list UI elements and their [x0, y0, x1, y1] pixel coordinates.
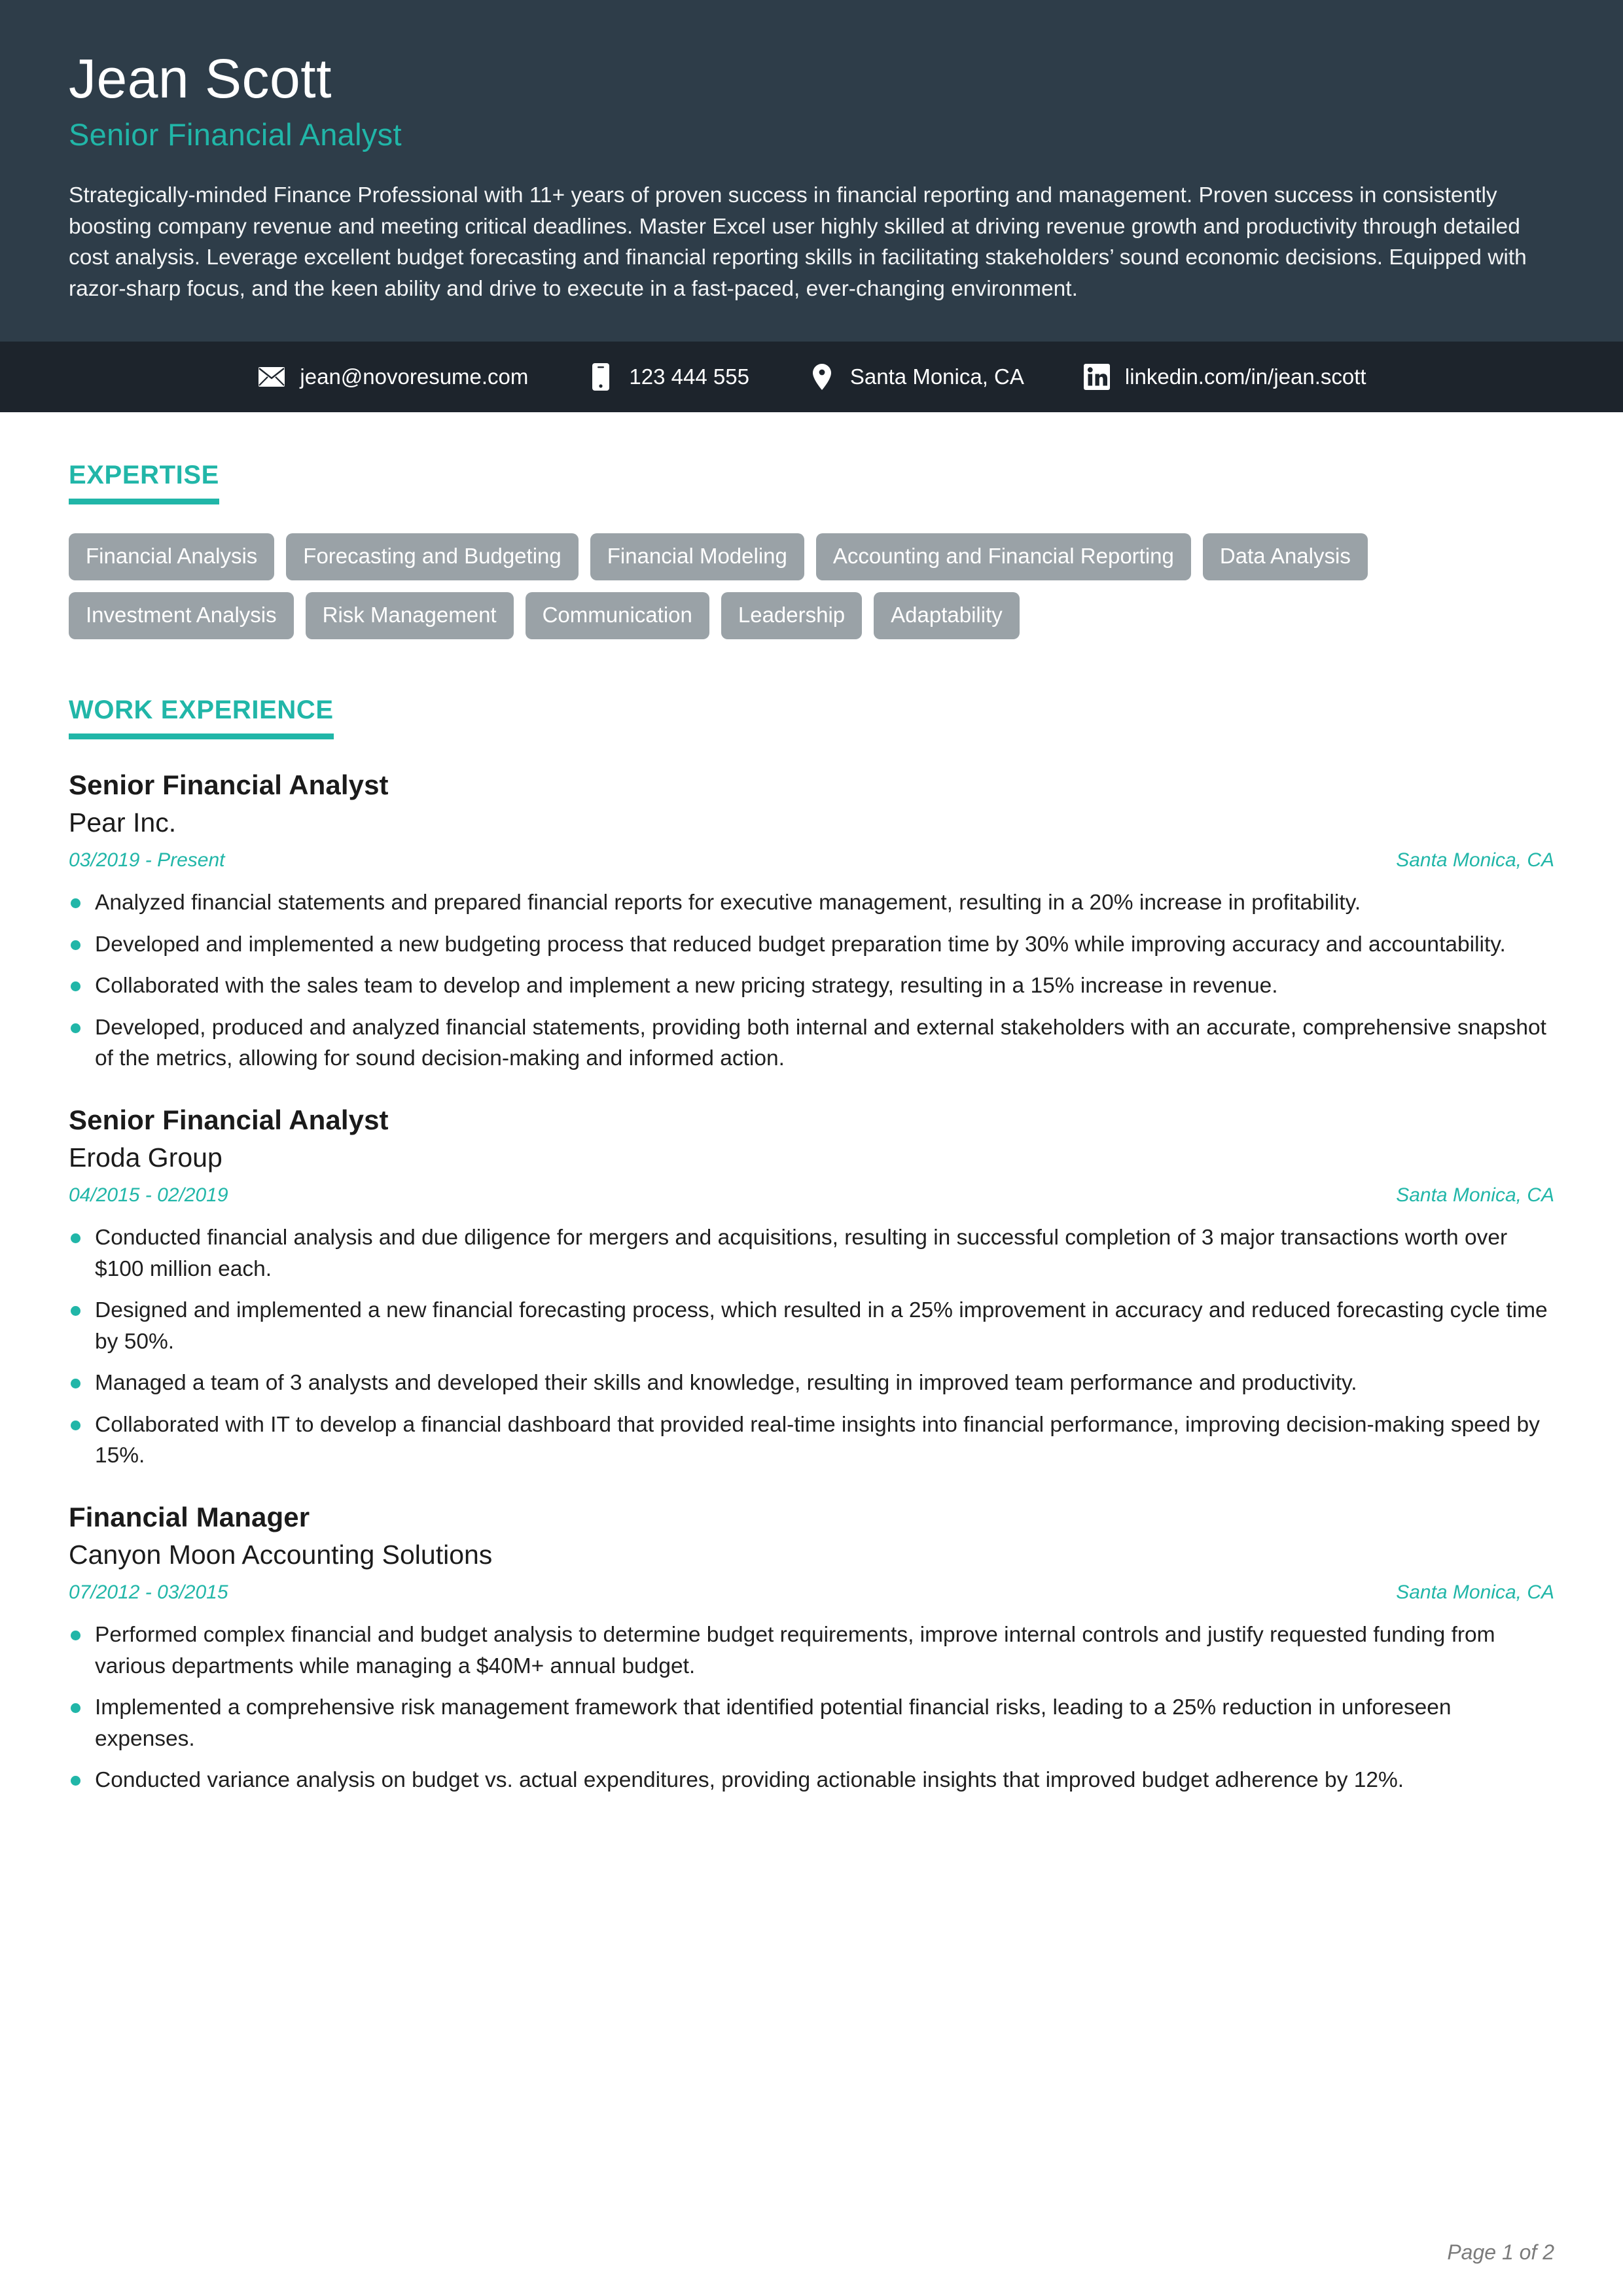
- job-dates: 07/2012 - 03/2015: [69, 1581, 228, 1603]
- contact-value-phone: 123 444 555: [629, 364, 749, 389]
- job-bullet-list: [69, 1619, 1554, 1796]
- job-dates: 04/2015 - 02/2019: [69, 1184, 228, 1207]
- skill-tag: Risk Management: [306, 592, 514, 639]
- job-company: Canyon Moon Accounting Solutions: [69, 1539, 493, 1570]
- job-role: Senior Financial Analyst: [69, 1104, 389, 1136]
- section-work-experience: [69, 696, 1554, 1796]
- skill-tag: Data Analysis: [1203, 533, 1368, 580]
- location-pin-icon: [807, 362, 837, 392]
- skill-tag: Accounting and Financial Reporting: [816, 533, 1191, 580]
- work-entry: [69, 1502, 1554, 1796]
- job-bullet: Implemented a comprehensive risk management framework that identified potential financial risks, leading to a 25% reduction in unforeseen expenses.: [69, 1692, 1554, 1754]
- resume-header: [0, 0, 1623, 342]
- skill-tag: Communication: [526, 592, 709, 639]
- job-meta: [69, 1184, 1554, 1207]
- professional-summary: Strategically-minded Finance Professional with 11+ years of proven success in financial reporting and management. Proven success in consistently boosting company revenue and meeting critical deadlines. Master Excel user highly skilled at driving revenue growth and productivity through detailed cost analysis. Leverage excellent budget forecasting and financial reporting skills in facilitating stakeholders’ sound economic decisions. Equipped with razor-sharp focus, and the keen ability and drive to execute in a fast-paced, ever-changing environment.: [69, 183, 1527, 302]
- page-footer: Page 1 of 2: [1447, 2240, 1554, 2264]
- contact-value-location: Santa Monica, CA: [849, 364, 1024, 389]
- job-bullet-list: [69, 887, 1554, 1074]
- job-bullet: Developed and implemented a new budgeting process that reduced budget preparation time by 30% while improving accuracy and accountability.: [69, 929, 1554, 961]
- contact-bar: [0, 342, 1623, 412]
- job-bullet: Designed and implemented a new financial forecasting process, which resulted in a 25% improvement in accuracy and reduced forecasting cycle time by 50%.: [69, 1295, 1554, 1357]
- job-meta: [69, 849, 1554, 872]
- resume-body: [0, 461, 1623, 1796]
- skill-tag: Financial Analysis: [69, 533, 274, 580]
- section-heading-expertise: EXPERTISE: [69, 461, 219, 504]
- skill-tag: Adaptability: [874, 592, 1020, 639]
- contact-item-phone[interactable]: [557, 362, 778, 392]
- job-location: Santa Monica, CA: [1396, 1581, 1554, 1603]
- envelope-icon: [257, 362, 287, 392]
- job-bullet: Analyzed financial statements and prepared financial reports for executive management, resulting in a 20% increase in profitability.: [69, 887, 1554, 919]
- skill-tag: Investment Analysis: [69, 592, 294, 639]
- header-job-title: Senior Financial Analyst: [69, 116, 402, 152]
- skill-tag: Leadership: [721, 592, 862, 639]
- job-meta: [69, 1581, 1554, 1604]
- work-entry: [69, 1104, 1554, 1472]
- job-location: Santa Monica, CA: [1396, 849, 1554, 872]
- contact-item-email[interactable]: [228, 362, 557, 392]
- job-company: Eroda Group: [69, 1142, 223, 1173]
- job-bullet: Conducted financial analysis and due diligence for mergers and acquisitions, resulting in successful completion of 3 major transactions worth over $100 million each.: [69, 1222, 1554, 1284]
- work-entry: [69, 769, 1554, 1074]
- linkedin-icon: [1082, 362, 1112, 392]
- job-dates: 03/2019 - Present: [69, 849, 225, 872]
- contact-item-linkedin[interactable]: [1053, 362, 1395, 392]
- job-company: Pear Inc.: [69, 807, 177, 838]
- contact-item-location[interactable]: [778, 362, 1053, 392]
- phone-icon: [586, 362, 616, 392]
- skill-tag: Financial Modeling: [590, 533, 804, 580]
- job-bullet: Developed, produced and analyzed financial statements, providing both internal and external stakeholders with an accurate, comprehensive snapshot of the metrics, allowing for sound decision-making and informed action.: [69, 1012, 1554, 1074]
- contact-value-linkedin: linkedin.com/in/jean.scott: [1124, 364, 1366, 389]
- job-bullet: Managed a team of 3 analysts and developed their skills and knowledge, resulting in improved team performance and productivity.: [69, 1368, 1554, 1399]
- skill-tag: Forecasting and Budgeting: [286, 533, 578, 580]
- job-bullet: Conducted variance analysis on budget vs. actual expenditures, providing actionable insights that improved budget adherence by 12%.: [69, 1765, 1554, 1796]
- contact-value-email: jean@novoresume.com: [300, 364, 529, 389]
- expertise-skill-list: [69, 533, 1554, 639]
- job-bullet: Performed complex financial and budget analysis to determine budget requirements, improve internal controls and justify requested funding from various departments while managing a $40M+ annual budget.: [69, 1619, 1554, 1682]
- job-bullet: Collaborated with IT to develop a financial dashboard that provided real-time insights into financial performance, improving decision-making speed by 15%.: [69, 1409, 1554, 1472]
- section-expertise: [69, 461, 1554, 639]
- section-heading-work-experience: WORK EXPERIENCE: [69, 696, 334, 739]
- job-role: Financial Manager: [69, 1501, 310, 1532]
- job-bullet: Collaborated with the sales team to develop and implement a new pricing strategy, resulting in a 15% increase in revenue.: [69, 970, 1554, 1002]
- job-location: Santa Monica, CA: [1396, 1184, 1554, 1207]
- job-role: Senior Financial Analyst: [69, 769, 389, 801]
- page-title: Jean Scott: [69, 48, 332, 109]
- job-bullet-list: [69, 1222, 1554, 1472]
